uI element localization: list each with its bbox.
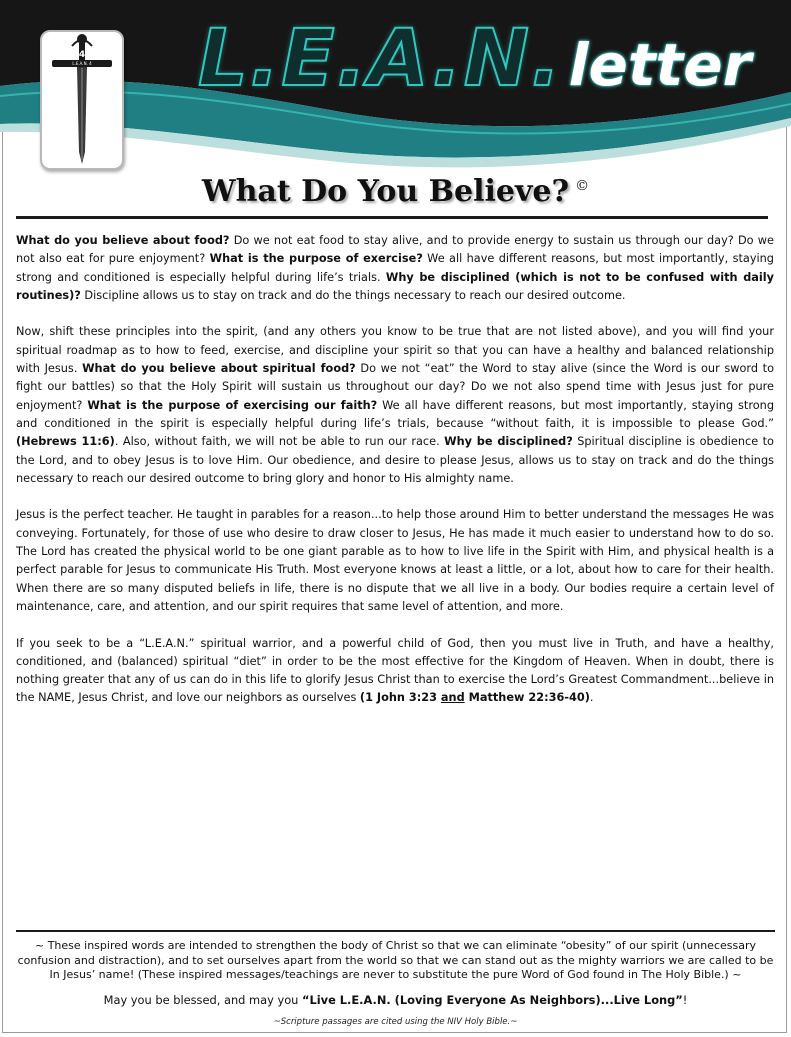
- blessing-motto: “Live L.E.A.N. (Loving Everyone As Neighbors)...Live Long”: [302, 992, 683, 1007]
- paragraph-spiritual-warrior: [16, 635, 774, 708]
- sword-icon: [42, 32, 122, 168]
- masthead-letter: letter: [568, 31, 752, 99]
- paragraph-perfect-teacher: [16, 506, 774, 616]
- title-text: What Do You Believe?: [201, 174, 570, 209]
- paragraph-spiritual-food: [16, 323, 774, 488]
- bold-text-run: Why be disciplined?: [444, 435, 573, 449]
- bold-text-run: Matthew 22:36-40): [464, 691, 590, 705]
- bold-text-run: What is the purpose of exercising our faith?: [87, 398, 378, 412]
- text-run: . Also, without faith, we will not be able to run our race.: [114, 435, 445, 449]
- scripture-citation: ~Scripture passages are cited using the NIV Holy Bible.~: [273, 1017, 518, 1027]
- title-rule: [16, 216, 768, 219]
- text-run: .: [589, 691, 594, 705]
- blessing-suffix: !: [682, 992, 688, 1007]
- masthead-title: [198, 14, 751, 104]
- bold-text-run: and: [440, 691, 465, 705]
- page-title: [0, 174, 791, 209]
- footer-note: ~ These inspired words are intended to strengthen the body of Christ so that we can eliminate “obesity” of our spirit (unnecessary confusion and distraction), and to set ourselves apart from the world so that we can stand out as the mighty warriors we are called to be In Jesus’ name! (These inspired messages/teachings are never to substitute the pure Word of God found in The Holy Bible.) ~: [17, 939, 774, 981]
- bold-text-run: What do you believe about food?: [16, 234, 230, 247]
- text-run: Do we not “eat” the Word to stay alive (since the Word is our sword to fight our battles) so that the Holy Spirit will sustain us throughout our day? Do we not also spend time with Jesus just for pure enjoyment?: [16, 362, 774, 412]
- footer-rule: [16, 930, 775, 932]
- bold-text-run: What is the purpose of exercise?: [209, 252, 423, 266]
- bold-text-run: Why be disciplined (which is not to be confused with daily routines)?: [16, 270, 775, 302]
- text-run: Discipline allows us to stay on track and do the things necessary to reach our desired outcome.: [80, 288, 626, 302]
- text-run: Jesus is the perfect teacher. He taught in parables for a reason...to help those around Him to better understand the messages He was conveying. Fortunately, for those of use who desire to draw closer to Jesus, He has made it much easier to understand how to do so. The Lord has created the physical world to be one giant parable as to how to live life in the Spirit with Him, and physical health is a perfect parable for Jesus to communicate His Truth. Most everyone knows at least a little, or a lot, about how to care for their health. When there are so many disputed beliefs in life, there is no dispute that we all live in a body. Our bodies require a certain level of maintenance, care, and attention, and our spirit requires that same level of attention, and more.: [16, 508, 774, 613]
- article-body: [16, 232, 774, 726]
- text-run: We all have different reasons, but most importantly, staying strong and conditioned is especially helpful during life’s trials.: [16, 252, 774, 284]
- text-run: Spiritual discipline is obedience to the Lord, and to obey Jesus is to love Him. Our obedience, and desire to please Jesus, allows us to stay on track and do the things necessary to reach our desired outcome to bring glory and honor to His almighty name.: [16, 435, 774, 485]
- logo-lettering: L.E.A.N. 4: [72, 61, 92, 66]
- logo-sword-card: [40, 30, 124, 170]
- header-banner: [0, 0, 791, 190]
- text-run: Now, shift these principles into the spirit, (and any others you know to be true that are not listed above), and you will find your spiritual roadmap as to how to feed, exercise, and discipline your spirit so that you can have a healthy and balanced relationship with Jesus.: [16, 325, 774, 376]
- text-run: If you seek to be a “L.E.A.N.” spiritual warrior, and a powerful child of God, then you must live in Truth, and have a healthy, conditioned, and (balanced) spiritual “diet” in order to be the most effective for the Kingdom of Heaven. When in doubt, there is nothing greater that any of us can do in this life to glorify Jesus Christ than to exercise the Lord’s Greatest Commandment...believe in the NAME, Jesus Christ, and love our neighbors as ourselves: [16, 636, 774, 705]
- bold-text-run: (1 John 3:23: [359, 691, 441, 705]
- copyright-mark: ©: [575, 178, 590, 194]
- text-run: Do we not eat food to stay alive, and to provide energy to sustain us through our day? Do we not also eat for pure enjoyment?: [16, 234, 774, 266]
- bold-text-run: What do you believe about spiritual food?: [82, 362, 356, 376]
- footer-blessing: [14, 993, 777, 1008]
- footer: [14, 939, 777, 1030]
- blessing-prefix: May you be blessed, and may you: [103, 992, 303, 1007]
- masthead-lean: L.E.A.N.: [198, 14, 563, 104]
- paragraph-food: [16, 232, 774, 305]
- logo-number: 4: [78, 50, 86, 60]
- bold-text-run: (Hebrews 11:6): [16, 435, 115, 449]
- text-run: We all have different reasons, but most importantly, staying strong and conditioned in the spirit is especially helpful during life’s trials, because “without faith, it is impossible to please God.”: [16, 398, 775, 430]
